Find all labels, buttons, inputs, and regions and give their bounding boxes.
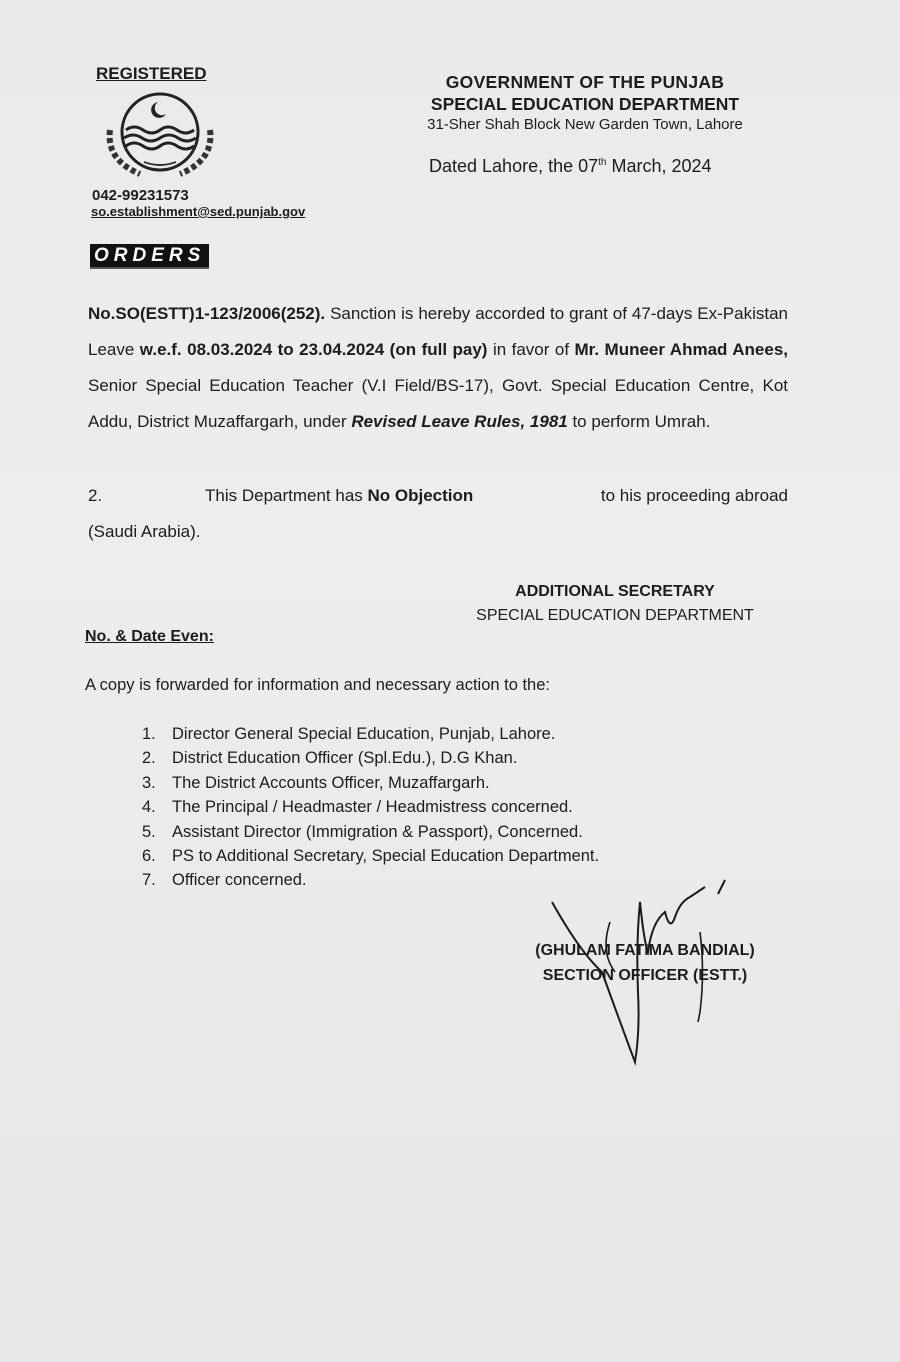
list-item bbox=[142, 820, 599, 844]
item-number: 6. bbox=[142, 847, 156, 866]
date-prefix: Dated Lahore, the 07 bbox=[429, 156, 599, 176]
handwritten-signature bbox=[540, 872, 740, 1072]
phone-number: 042-99231573 bbox=[92, 187, 189, 204]
paragraph-number: 2. bbox=[88, 486, 103, 505]
department-address: 31-Sher Shah Block New Garden Town, Lahore bbox=[427, 116, 743, 133]
signoff-department: SPECIAL EDUCATION DEPARTMENT bbox=[476, 607, 754, 624]
order-text: Sanction is hereby accorded to grant of 47-days Ex-Pakistan Leave bbox=[88, 304, 788, 359]
item-text: The District Accounts Officer, Muzaffargarh. bbox=[172, 773, 490, 792]
list-item bbox=[142, 771, 599, 795]
item-number: 4. bbox=[142, 798, 156, 817]
list-item bbox=[142, 746, 599, 770]
order-paragraph-1 bbox=[88, 296, 788, 440]
no-objection: No Objection bbox=[367, 486, 474, 505]
orders-heading: ORDERS bbox=[90, 244, 209, 269]
signer-name: (GHULAM FATIMA BANDIAL) bbox=[535, 942, 755, 959]
item-number: 5. bbox=[142, 822, 156, 841]
order-text: Senior Special Education Teacher (V.I Field/BS-17), Govt. Special Education Centre, Kot Addu, District Muzaffargarh, under bbox=[88, 376, 788, 431]
letterhead bbox=[400, 72, 770, 133]
item-text: Assistant Director (Immigration & Passport), Concerned. bbox=[172, 822, 583, 841]
list-item bbox=[142, 844, 599, 868]
registered-label: REGISTERED bbox=[96, 64, 207, 83]
item-text: The Principal / Headmaster / Headmistress concerned. bbox=[172, 798, 573, 817]
order-paragraph-2 bbox=[88, 478, 788, 550]
leave-period: w.e.f. 08.03.2024 to 23.04.2024 (on full pay) bbox=[139, 340, 488, 359]
signoff-title: ADDITIONAL SECRETARY bbox=[515, 583, 715, 600]
item-number: 2. bbox=[142, 749, 156, 768]
order-text: in favor of bbox=[487, 340, 575, 359]
item-text: Director General Special Education, Punjab, Lahore. bbox=[172, 725, 556, 743]
punjab-emblem-logo bbox=[100, 90, 220, 182]
date-line bbox=[429, 156, 712, 177]
date-suffix: March, 2024 bbox=[606, 156, 712, 176]
item-number: 1. bbox=[142, 725, 156, 743]
distribution-list bbox=[142, 722, 599, 893]
order-text: to perform Umrah. bbox=[567, 412, 711, 431]
date-ordinal: th bbox=[598, 157, 607, 168]
paragraph-2-line bbox=[205, 478, 788, 514]
item-text: PS to Additional Secretary, Special Education Department. bbox=[172, 847, 600, 866]
order-text: This Department has bbox=[205, 486, 368, 505]
list-item bbox=[142, 868, 599, 892]
reference-number: No.SO(ESTT)1-123/2006(252). bbox=[88, 304, 326, 323]
gov-title: GOVERNMENT OF THE PUNJAB bbox=[445, 72, 725, 92]
leave-rules: Revised Leave Rules, 1981 bbox=[351, 412, 568, 431]
employee-name: Mr. Muneer Ahmad Anees, bbox=[574, 340, 788, 359]
item-number: 3. bbox=[142, 773, 156, 792]
item-text: District Education Officer (Spl.Edu.), D.G Khan. bbox=[172, 749, 518, 768]
department-title: SPECIAL EDUCATION DEPARTMENT bbox=[430, 94, 740, 114]
copy-forwarded-text: A copy is forwarded for information and necessary action to the: bbox=[85, 676, 550, 694]
list-item bbox=[142, 795, 599, 819]
email-address: so.establishment@sed.punjab.gov bbox=[91, 204, 306, 219]
item-number: 7. bbox=[142, 871, 156, 890]
destination: (Saudi Arabia). bbox=[88, 522, 201, 541]
item-text: Officer concerned. bbox=[172, 871, 307, 890]
list-item bbox=[142, 722, 599, 746]
order-text: to his proceeding abroad bbox=[600, 486, 788, 505]
additional-secretary-signoff bbox=[430, 580, 800, 628]
no-and-date-even: No. & Date Even: bbox=[85, 628, 214, 645]
signer-designation: SECTION OFFICER (ESTT.) bbox=[542, 967, 748, 984]
